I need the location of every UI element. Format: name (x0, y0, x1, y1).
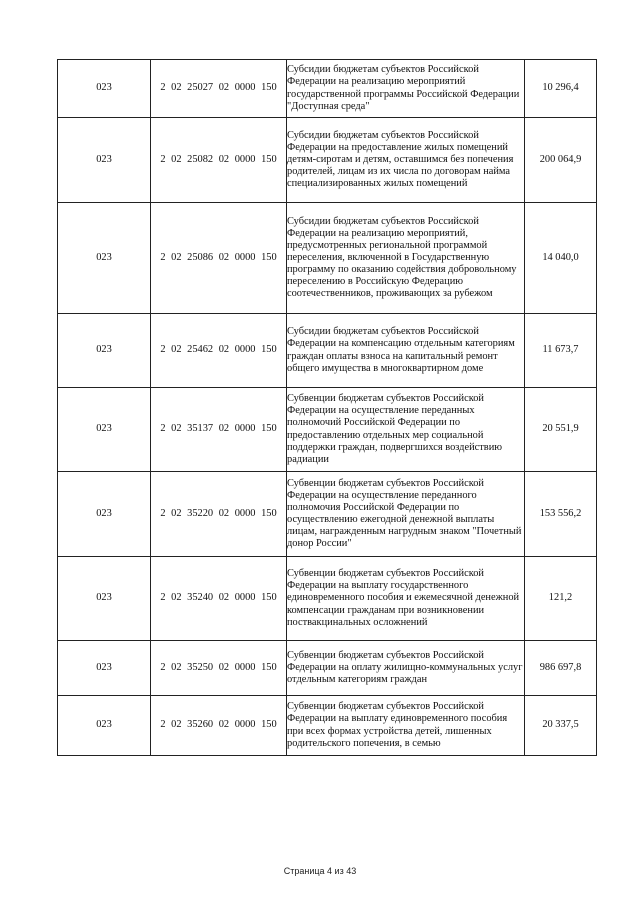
admin-code-cell: 023 (58, 60, 151, 118)
budget-code-cell: 2 02 35250 02 0000 150 (151, 641, 287, 696)
amount-cell: 11 673,7 (525, 314, 597, 388)
admin-code-cell: 023 (58, 118, 151, 203)
budget-code-cell: 2 02 35240 02 0000 150 (151, 557, 287, 641)
table-row (58, 696, 597, 756)
description-cell: Субсидии бюджетам субъектов Российской Федерации на реализацию мероприятий, предусмотренных региональной программой переселения, включенной в Государственную программу по оказанию содействия добровольному переселению в Российскую Федерацию соотечественников, проживающих за рубежом (287, 203, 525, 314)
budget-code-cell: 2 02 35260 02 0000 150 (151, 696, 287, 756)
table-row (58, 60, 597, 118)
description-cell: Субвенции бюджетам субъектов Российской Федерации на оплату жилищно-коммунальных услуг отдельным категориям граждан (287, 641, 525, 696)
budget-code-cell: 2 02 25086 02 0000 150 (151, 203, 287, 314)
description-cell: Субвенции бюджетам субъектов Российской Федерации на выплату единовременного пособия при всех формах устройства детей, лишенных родительского попечения, в семью (287, 696, 525, 756)
table-row (58, 557, 597, 641)
admin-code-cell: 023 (58, 696, 151, 756)
description-cell: Субсидии бюджетам субъектов Российской Федерации на реализацию мероприятий государственной программы Российской Федерации "Доступная среда" (287, 60, 525, 118)
budget-code-cell: 2 02 25462 02 0000 150 (151, 314, 287, 388)
table-row (58, 641, 597, 696)
amount-cell: 20 551,9 (525, 388, 597, 472)
amount-cell: 10 296,4 (525, 60, 597, 118)
budget-code-cell: 2 02 35220 02 0000 150 (151, 472, 287, 557)
table-row (58, 472, 597, 557)
amount-cell: 121,2 (525, 557, 597, 641)
page-number-footer: Страница 4 из 43 (283, 866, 357, 876)
table-row (58, 388, 597, 472)
budget-table (57, 59, 597, 756)
budget-code-cell: 2 02 25082 02 0000 150 (151, 118, 287, 203)
admin-code-cell: 023 (58, 557, 151, 641)
table-row (58, 118, 597, 203)
budget-code-cell: 2 02 25027 02 0000 150 (151, 60, 287, 118)
admin-code-cell: 023 (58, 314, 151, 388)
description-cell: Субсидии бюджетам субъектов Российской Федерации на предоставление жилых помещений детям-сиротам и детям, оставшимся без попечения родителей, лицам из их числа по договорам найма специализированных жилых помещений (287, 118, 525, 203)
description-cell: Субсидии бюджетам субъектов Российской Федерации на компенсацию отдельным категориям граждан оплаты взноса на капитальный ремонт общего имущества в многоквартирном доме (287, 314, 525, 388)
amount-cell: 200 064,9 (525, 118, 597, 203)
admin-code-cell: 023 (58, 472, 151, 557)
table-row (58, 203, 597, 314)
admin-code-cell: 023 (58, 203, 151, 314)
amount-cell: 153 556,2 (525, 472, 597, 557)
description-cell: Субвенции бюджетам субъектов Российской Федерации на выплату государственного единовременного пособия и ежемесячной денежной компенсации гражданам при возникновении поствакцинальных осложнений (287, 557, 525, 641)
amount-cell: 986 697,8 (525, 641, 597, 696)
description-cell: Субвенции бюджетам субъектов Российской Федерации на осуществление переданного полномочия Российской Федерации по осуществлению ежегодной денежной выплаты лицам, награжденным нагрудным знаком "Почетный донор России" (287, 472, 525, 557)
amount-cell: 20 337,5 (525, 696, 597, 756)
budget-code-cell: 2 02 35137 02 0000 150 (151, 388, 287, 472)
description-cell: Субвенции бюджетам субъектов Российской Федерации на осуществление переданных полномочий Российской Федерации по предоставлению отдельных мер социальной поддержки граждан, подвергшихся воздействию радиации (287, 388, 525, 472)
table-row (58, 314, 597, 388)
admin-code-cell: 023 (58, 641, 151, 696)
amount-cell: 14 040,0 (525, 203, 597, 314)
admin-code-cell: 023 (58, 388, 151, 472)
